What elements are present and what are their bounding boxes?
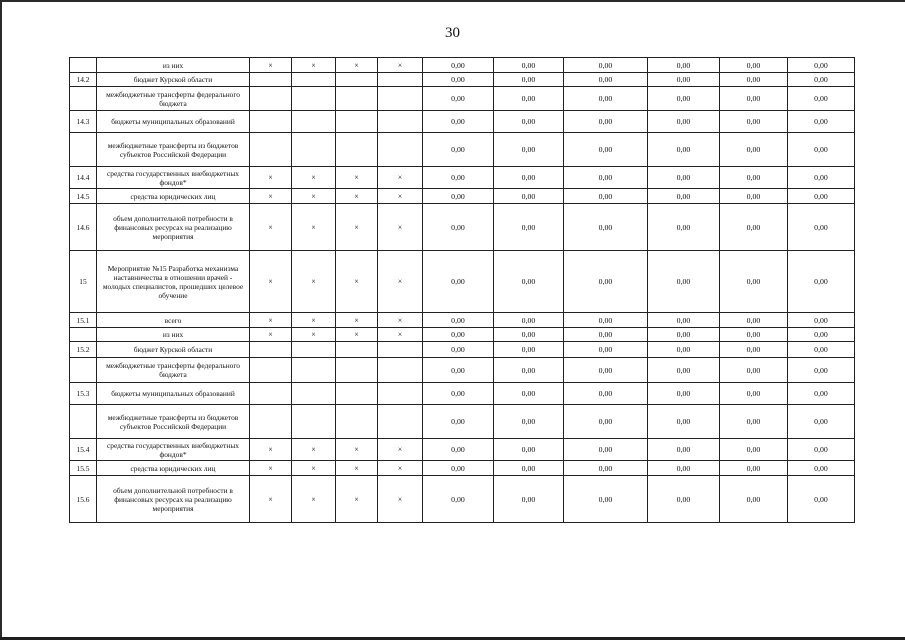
mark-cell <box>378 342 423 358</box>
mark-cell: × <box>250 313 292 328</box>
value-cell: 0,00 <box>648 342 720 358</box>
mark-cell <box>336 383 378 405</box>
mark-cell: × <box>292 58 336 73</box>
value-cell: 0,00 <box>423 189 494 204</box>
value-cell: 0,00 <box>720 383 788 405</box>
value-cell: 0,00 <box>564 405 648 439</box>
value-cell: 0,00 <box>648 189 720 204</box>
row-number-cell <box>70 133 97 167</box>
value-cell: 0,00 <box>564 439 648 461</box>
mark-cell <box>292 73 336 87</box>
value-cell: 0,00 <box>648 328 720 342</box>
value-cell: 0,00 <box>494 358 564 383</box>
mark-cell <box>378 111 423 133</box>
mark-cell: × <box>292 439 336 461</box>
row-number-cell: 15.2 <box>70 342 97 358</box>
mark-cell: × <box>378 328 423 342</box>
value-cell: 0,00 <box>564 133 648 167</box>
row-name-cell: средства юридических лиц <box>97 461 250 476</box>
value-cell: 0,00 <box>564 111 648 133</box>
mark-cell: × <box>336 328 378 342</box>
value-cell: 0,00 <box>648 358 720 383</box>
table-row <box>70 111 855 133</box>
mark-cell <box>378 73 423 87</box>
value-cell: 0,00 <box>564 87 648 111</box>
value-cell: 0,00 <box>564 328 648 342</box>
value-cell: 0,00 <box>720 73 788 87</box>
mark-cell: × <box>336 251 378 313</box>
table-row <box>70 405 855 439</box>
row-number-cell <box>70 405 97 439</box>
mark-cell <box>292 87 336 111</box>
value-cell: 0,00 <box>494 73 564 87</box>
row-number-cell: 15.1 <box>70 313 97 328</box>
mark-cell: × <box>378 461 423 476</box>
row-name-cell: средства государственных внебюджетных фондов* <box>97 167 250 189</box>
mark-cell: × <box>378 58 423 73</box>
value-cell: 0,00 <box>494 328 564 342</box>
mark-cell: × <box>250 189 292 204</box>
value-cell: 0,00 <box>788 461 855 476</box>
row-number-cell <box>70 58 97 73</box>
mark-cell: × <box>336 204 378 251</box>
value-cell: 0,00 <box>720 251 788 313</box>
value-cell: 0,00 <box>564 342 648 358</box>
table-body <box>70 58 855 523</box>
mark-cell: × <box>292 204 336 251</box>
value-cell: 0,00 <box>564 204 648 251</box>
mark-cell: × <box>378 313 423 328</box>
value-cell: 0,00 <box>423 73 494 87</box>
value-cell: 0,00 <box>423 383 494 405</box>
value-cell: 0,00 <box>494 189 564 204</box>
value-cell: 0,00 <box>648 133 720 167</box>
row-name-cell: средства государственных внебюджетных фондов* <box>97 439 250 461</box>
mark-cell <box>292 133 336 167</box>
value-cell: 0,00 <box>648 58 720 73</box>
value-cell: 0,00 <box>788 133 855 167</box>
mark-cell <box>250 111 292 133</box>
value-cell: 0,00 <box>494 439 564 461</box>
mark-cell: × <box>292 328 336 342</box>
mark-cell <box>336 73 378 87</box>
mark-cell: × <box>378 476 423 523</box>
table-row <box>70 383 855 405</box>
mark-cell: × <box>336 189 378 204</box>
value-cell: 0,00 <box>494 405 564 439</box>
value-cell: 0,00 <box>788 189 855 204</box>
value-cell: 0,00 <box>720 461 788 476</box>
value-cell: 0,00 <box>494 461 564 476</box>
mark-cell <box>378 133 423 167</box>
value-cell: 0,00 <box>494 204 564 251</box>
value-cell: 0,00 <box>720 204 788 251</box>
row-number-cell: 15.3 <box>70 383 97 405</box>
mark-cell <box>292 111 336 133</box>
mark-cell: × <box>336 313 378 328</box>
row-name-cell: средства юридических лиц <box>97 189 250 204</box>
mark-cell: × <box>292 167 336 189</box>
row-number-cell: 15.5 <box>70 461 97 476</box>
value-cell: 0,00 <box>494 383 564 405</box>
value-cell: 0,00 <box>788 167 855 189</box>
value-cell: 0,00 <box>788 87 855 111</box>
row-name-cell: бюджеты муниципальных образований <box>97 111 250 133</box>
mark-cell <box>250 87 292 111</box>
value-cell: 0,00 <box>788 476 855 523</box>
row-name-cell: всего <box>97 313 250 328</box>
value-cell: 0,00 <box>648 383 720 405</box>
value-cell: 0,00 <box>720 328 788 342</box>
value-cell: 0,00 <box>648 73 720 87</box>
mark-cell: × <box>336 58 378 73</box>
table-row <box>70 58 855 73</box>
value-cell: 0,00 <box>648 461 720 476</box>
value-cell: 0,00 <box>423 439 494 461</box>
value-cell: 0,00 <box>788 358 855 383</box>
table-row <box>70 189 855 204</box>
mark-cell <box>250 133 292 167</box>
value-cell: 0,00 <box>423 461 494 476</box>
value-cell: 0,00 <box>720 189 788 204</box>
value-cell: 0,00 <box>423 167 494 189</box>
row-name-cell: бюджет Курской области <box>97 342 250 358</box>
mark-cell <box>250 383 292 405</box>
mark-cell: × <box>378 167 423 189</box>
table-row <box>70 73 855 87</box>
value-cell: 0,00 <box>648 439 720 461</box>
row-number-cell: 14.6 <box>70 204 97 251</box>
table-row <box>70 313 855 328</box>
value-cell: 0,00 <box>788 405 855 439</box>
table-row <box>70 461 855 476</box>
table-row <box>70 328 855 342</box>
value-cell: 0,00 <box>423 204 494 251</box>
mark-cell: × <box>378 251 423 313</box>
mark-cell: × <box>250 58 292 73</box>
value-cell: 0,00 <box>720 439 788 461</box>
table-row <box>70 342 855 358</box>
row-number-cell: 14.5 <box>70 189 97 204</box>
value-cell: 0,00 <box>788 383 855 405</box>
value-cell: 0,00 <box>648 87 720 111</box>
value-cell: 0,00 <box>423 476 494 523</box>
row-number-cell <box>70 87 97 111</box>
value-cell: 0,00 <box>494 111 564 133</box>
value-cell: 0,00 <box>494 476 564 523</box>
mark-cell <box>336 405 378 439</box>
mark-cell: × <box>250 251 292 313</box>
scan-edge-top <box>0 0 905 2</box>
value-cell: 0,00 <box>423 358 494 383</box>
mark-cell <box>378 87 423 111</box>
row-name-cell: из них <box>97 58 250 73</box>
mark-cell <box>292 383 336 405</box>
value-cell: 0,00 <box>423 87 494 111</box>
table-row <box>70 439 855 461</box>
mark-cell: × <box>292 461 336 476</box>
mark-cell <box>378 358 423 383</box>
row-number-cell: 15.4 <box>70 439 97 461</box>
row-name-cell: межбюджетные трансферты из бюджетов субъектов Российской Федерации <box>97 133 250 167</box>
row-number-cell: 14.4 <box>70 167 97 189</box>
row-name-cell: объем дополнительной потребности в финансовых ресурсах на реализацию мероприятия <box>97 204 250 251</box>
budget-table <box>69 57 855 523</box>
value-cell: 0,00 <box>720 476 788 523</box>
mark-cell <box>292 342 336 358</box>
row-name-cell: межбюджетные трансферты федерального бюджета <box>97 87 250 111</box>
value-cell: 0,00 <box>564 358 648 383</box>
mark-cell <box>336 111 378 133</box>
table-row <box>70 167 855 189</box>
mark-cell <box>378 405 423 439</box>
row-name-cell: объем дополнительной потребности в финансовых ресурсах на реализацию мероприятия <box>97 476 250 523</box>
mark-cell <box>250 358 292 383</box>
mark-cell <box>336 358 378 383</box>
mark-cell: × <box>250 204 292 251</box>
table-row <box>70 133 855 167</box>
mark-cell: × <box>292 251 336 313</box>
mark-cell: × <box>250 461 292 476</box>
row-name-cell: бюджет Курской области <box>97 73 250 87</box>
value-cell: 0,00 <box>720 133 788 167</box>
value-cell: 0,00 <box>648 204 720 251</box>
mark-cell <box>250 73 292 87</box>
value-cell: 0,00 <box>720 58 788 73</box>
mark-cell: × <box>336 167 378 189</box>
row-name-cell: бюджеты муниципальных образований <box>97 383 250 405</box>
value-cell: 0,00 <box>494 251 564 313</box>
value-cell: 0,00 <box>423 251 494 313</box>
value-cell: 0,00 <box>494 167 564 189</box>
value-cell: 0,00 <box>720 167 788 189</box>
value-cell: 0,00 <box>648 476 720 523</box>
mark-cell: × <box>292 476 336 523</box>
mark-cell: × <box>250 328 292 342</box>
value-cell: 0,00 <box>564 58 648 73</box>
mark-cell: × <box>250 476 292 523</box>
value-cell: 0,00 <box>494 87 564 111</box>
value-cell: 0,00 <box>720 358 788 383</box>
value-cell: 0,00 <box>564 476 648 523</box>
value-cell: 0,00 <box>423 405 494 439</box>
value-cell: 0,00 <box>423 58 494 73</box>
mark-cell: × <box>336 476 378 523</box>
row-name-cell: межбюджетные трансферты из бюджетов субъектов Российской Федерации <box>97 405 250 439</box>
row-number-cell: 14.3 <box>70 111 97 133</box>
value-cell: 0,00 <box>788 313 855 328</box>
table-row <box>70 87 855 111</box>
mark-cell: × <box>336 461 378 476</box>
table-row <box>70 476 855 523</box>
mark-cell <box>292 405 336 439</box>
mark-cell: × <box>292 189 336 204</box>
mark-cell <box>336 342 378 358</box>
table-row <box>70 204 855 251</box>
mark-cell: × <box>250 167 292 189</box>
mark-cell <box>292 358 336 383</box>
mark-cell: × <box>336 439 378 461</box>
value-cell: 0,00 <box>648 111 720 133</box>
value-cell: 0,00 <box>648 251 720 313</box>
value-cell: 0,00 <box>564 167 648 189</box>
row-name-cell: из них <box>97 328 250 342</box>
value-cell: 0,00 <box>788 73 855 87</box>
row-number-cell: 15 <box>70 251 97 313</box>
value-cell: 0,00 <box>788 251 855 313</box>
page-number: 30 <box>445 25 460 41</box>
value-cell: 0,00 <box>720 313 788 328</box>
value-cell: 0,00 <box>423 328 494 342</box>
value-cell: 0,00 <box>494 58 564 73</box>
value-cell: 0,00 <box>564 189 648 204</box>
value-cell: 0,00 <box>423 111 494 133</box>
value-cell: 0,00 <box>564 251 648 313</box>
mark-cell: × <box>250 439 292 461</box>
value-cell: 0,00 <box>788 342 855 358</box>
table-row <box>70 251 855 313</box>
value-cell: 0,00 <box>564 383 648 405</box>
mark-cell: × <box>292 313 336 328</box>
mark-cell: × <box>378 189 423 204</box>
value-cell: 0,00 <box>788 58 855 73</box>
row-name-cell: межбюджетные трансферты федерального бюджета <box>97 358 250 383</box>
mark-cell: × <box>378 439 423 461</box>
value-cell: 0,00 <box>423 342 494 358</box>
value-cell: 0,00 <box>648 167 720 189</box>
mark-cell <box>336 87 378 111</box>
value-cell: 0,00 <box>648 313 720 328</box>
row-name-cell: Мероприятие №15 Разработка механизма наставничества в отношении врачей - молодых специалистов, прошедших целевое обучение <box>97 251 250 313</box>
row-number-cell <box>70 328 97 342</box>
mark-cell <box>250 342 292 358</box>
value-cell: 0,00 <box>648 405 720 439</box>
scan-edge-left <box>0 0 2 640</box>
value-cell: 0,00 <box>720 111 788 133</box>
value-cell: 0,00 <box>788 439 855 461</box>
value-cell: 0,00 <box>720 342 788 358</box>
mark-cell <box>336 133 378 167</box>
value-cell: 0,00 <box>564 73 648 87</box>
value-cell: 0,00 <box>494 133 564 167</box>
row-number-cell <box>70 358 97 383</box>
value-cell: 0,00 <box>788 328 855 342</box>
value-cell: 0,00 <box>720 87 788 111</box>
value-cell: 0,00 <box>720 405 788 439</box>
value-cell: 0,00 <box>494 342 564 358</box>
value-cell: 0,00 <box>494 313 564 328</box>
value-cell: 0,00 <box>564 461 648 476</box>
table-row <box>70 358 855 383</box>
value-cell: 0,00 <box>423 133 494 167</box>
row-number-cell: 14.2 <box>70 73 97 87</box>
value-cell: 0,00 <box>788 111 855 133</box>
mark-cell: × <box>378 204 423 251</box>
mark-cell <box>378 383 423 405</box>
mark-cell <box>250 405 292 439</box>
value-cell: 0,00 <box>564 313 648 328</box>
value-cell: 0,00 <box>423 313 494 328</box>
row-number-cell: 15.6 <box>70 476 97 523</box>
value-cell: 0,00 <box>788 204 855 251</box>
